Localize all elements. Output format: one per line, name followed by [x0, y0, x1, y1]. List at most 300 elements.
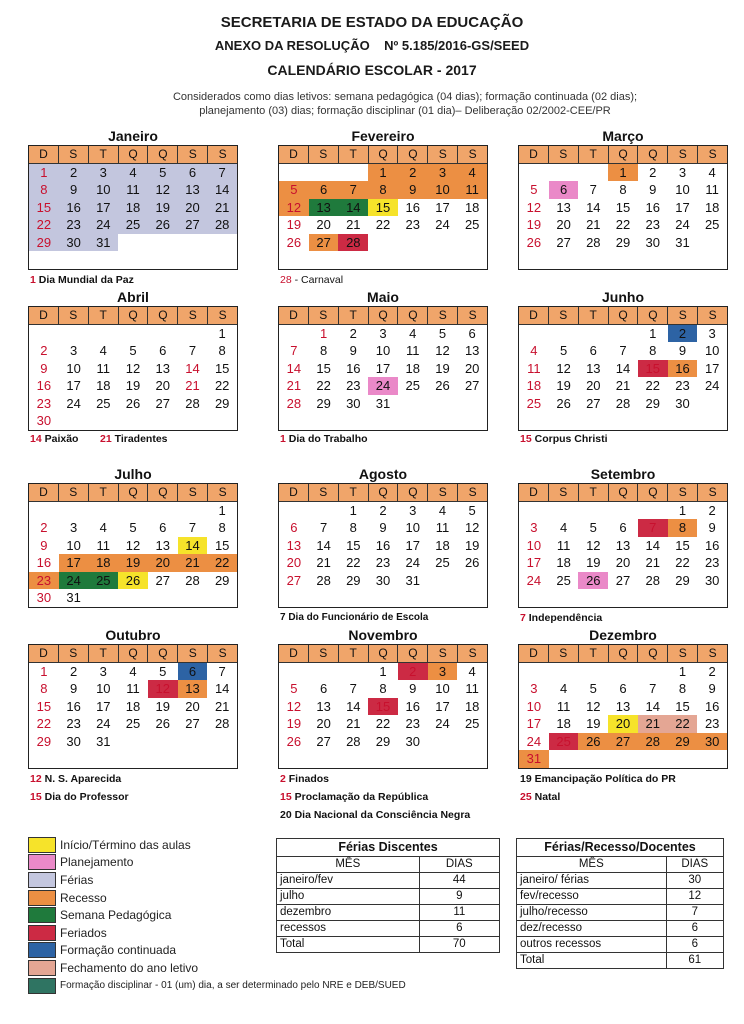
weekday-label: Q — [609, 307, 639, 325]
empty-cell — [398, 251, 428, 269]
note-set-7: 7 Independência — [520, 612, 603, 624]
day-cell: 10 — [526, 698, 542, 714]
day-cell: 28 — [586, 234, 601, 250]
weekday-header — [29, 146, 237, 164]
week-row — [29, 181, 237, 199]
note-jun-15: 15 Corpus Christi — [520, 433, 608, 445]
day-cell: 21 — [316, 555, 331, 570]
empty-cell — [608, 750, 638, 768]
day-cell: 13 — [615, 537, 631, 553]
empty-cell — [178, 251, 208, 269]
day-cell: 7 — [319, 520, 328, 535]
day-cell: 20 — [586, 378, 601, 393]
note-nov-15: 15 Proclamação da República — [280, 791, 429, 803]
day-cell: 18 — [464, 698, 480, 714]
day-cell: 12 — [279, 199, 309, 217]
week-row — [519, 589, 727, 607]
day-cell: 14 — [316, 537, 331, 553]
row-value: 6 — [666, 937, 723, 953]
empty-cell — [578, 750, 608, 768]
weekday-header — [279, 645, 487, 663]
row-value: 11 — [419, 905, 499, 921]
empty-cell — [608, 325, 638, 343]
day-cell: 18 — [526, 378, 542, 393]
week-row — [29, 519, 237, 537]
weekday-label: S — [428, 484, 458, 502]
empty-cell — [59, 251, 89, 269]
day-cell: 7 — [338, 181, 368, 199]
day-cell: 14 — [586, 199, 601, 215]
day-cell: 8 — [379, 681, 387, 696]
day-cell: 20 — [148, 554, 178, 572]
weekday-label: T — [339, 484, 369, 502]
day-cell: 12 — [125, 360, 141, 376]
month-julho — [28, 466, 238, 608]
day-cell: 18 — [704, 199, 720, 215]
day-cell: 12 — [435, 343, 450, 358]
empty-cell — [368, 251, 398, 269]
day-cell: 2 — [59, 164, 89, 182]
month-grid — [28, 644, 238, 769]
day-cell: 6 — [290, 520, 298, 535]
day-cell: 26 — [464, 555, 480, 570]
weekday-label: T — [339, 307, 369, 325]
row-value: 44 — [419, 873, 499, 889]
day-cell: 10 — [405, 520, 420, 535]
day-cell: 6 — [178, 663, 208, 681]
empty-cell — [279, 251, 309, 269]
day-cell: 18 — [88, 554, 118, 572]
day-cell: 3 — [428, 663, 458, 681]
week-row — [279, 199, 487, 217]
empty-cell — [578, 251, 608, 269]
day-cell: 27 — [608, 733, 638, 751]
legend-item-disciplinar — [28, 977, 406, 995]
day-cell: 2 — [668, 325, 698, 343]
weekday-label: Q — [119, 645, 149, 663]
legend-label: Planejamento — [60, 855, 134, 870]
month-janeiro — [28, 128, 238, 270]
empty-cell — [697, 412, 727, 430]
day-cell: 16 — [375, 537, 391, 553]
weekday-header — [519, 146, 727, 164]
month-title: Abril — [117, 289, 149, 305]
day-cell: 27 — [615, 572, 631, 588]
table-title: Férias/Recesso/Docentes — [517, 839, 724, 857]
day-cell: 25 — [405, 378, 420, 393]
empty-cell — [207, 412, 237, 430]
weekday-label: S — [208, 146, 237, 164]
legend-swatch — [28, 872, 56, 888]
empty-cell — [638, 251, 668, 269]
day-cell: 4 — [99, 343, 107, 358]
day-cell: 21 — [214, 698, 230, 714]
legend-item-ferias — [28, 871, 273, 889]
day-cell: 28 — [638, 733, 668, 751]
empty-cell — [578, 589, 608, 607]
day-cell: 31 — [66, 590, 81, 605]
empty-cell — [457, 589, 487, 607]
day-cell: 15 — [29, 199, 59, 217]
empty-cell — [88, 412, 118, 430]
ferias-discentes-table — [276, 838, 500, 953]
day-cell: 14 — [645, 537, 660, 553]
day-cell: 17 — [66, 378, 81, 393]
empty-cell — [309, 502, 339, 520]
empty-cell — [638, 412, 668, 430]
day-cell: 30 — [36, 413, 52, 428]
day-cell: 13 — [178, 181, 208, 199]
weekday-label: S — [668, 645, 698, 663]
day-cell: 17 — [526, 716, 542, 731]
legend-label: Fechamento do ano letivo — [60, 960, 199, 975]
day-cell: 9 — [708, 681, 716, 696]
empty-cell — [338, 750, 368, 768]
day-cell: 27 — [155, 572, 170, 588]
day-cell: 14 — [645, 698, 660, 714]
weekday-label: Q — [369, 146, 399, 164]
day-cell: 9 — [678, 343, 687, 358]
day-cell: 1 — [218, 502, 226, 518]
weekday-label: Q — [398, 645, 428, 663]
day-cell: 23 — [59, 216, 89, 234]
month-novembro — [278, 627, 488, 769]
weekday-label: S — [698, 146, 727, 164]
day-cell: 15 — [615, 199, 631, 215]
day-cell: 29 — [214, 395, 230, 411]
week-row — [519, 181, 727, 199]
legend-label: Formação disciplinar - 01 (um) dia, a ser determinado pelo NRE e DEB/SUED — [60, 980, 406, 992]
day-cell: 29 — [645, 395, 660, 411]
day-cell: 16 — [405, 199, 420, 215]
day-cell: 13 — [586, 360, 601, 376]
day-cell: 2 — [40, 343, 48, 358]
day-cell: 26 — [578, 733, 608, 751]
legend-item-inicio — [28, 836, 273, 854]
day-cell: 31 — [519, 750, 549, 768]
legend-swatch — [28, 942, 56, 958]
day-cell: 21 — [185, 378, 200, 393]
empty-cell — [668, 412, 698, 430]
empty-cell — [309, 750, 339, 768]
day-cell: 11 — [96, 537, 111, 553]
day-cell: 17 — [675, 199, 690, 215]
day-cell: 3 — [530, 681, 538, 696]
table-row — [517, 905, 724, 921]
day-cell: 3 — [69, 343, 78, 358]
week-row — [519, 325, 727, 343]
day-cell: 27 — [464, 378, 480, 393]
weekday-label: S — [458, 307, 487, 325]
day-cell: 17 — [96, 698, 111, 714]
day-cell: 8 — [319, 343, 328, 358]
day-cell: 18 — [118, 199, 148, 217]
empty-cell — [309, 589, 339, 607]
day-cell: 20 — [316, 217, 331, 232]
day-cell: 22 — [214, 378, 230, 393]
day-cell: 22 — [29, 216, 59, 234]
empty-cell — [59, 412, 89, 430]
month-title: Fevereiro — [351, 128, 415, 144]
day-cell: 13 — [155, 537, 170, 553]
day-cell: 4 — [409, 325, 417, 341]
day-cell: 26 — [526, 234, 542, 250]
day-cell: 8 — [668, 519, 698, 537]
empty-cell — [368, 234, 398, 252]
day-cell: 6 — [619, 520, 627, 535]
week-row — [29, 395, 237, 413]
empty-cell — [519, 663, 549, 681]
empty-cell — [88, 589, 118, 607]
empty-cell — [428, 572, 458, 590]
day-cell: 20 — [556, 217, 571, 232]
empty-cell — [608, 251, 638, 269]
empty-cell — [338, 663, 368, 681]
day-cell: 27 — [316, 733, 331, 749]
day-cell: 16 — [36, 378, 52, 393]
day-cell: 1 — [368, 164, 398, 182]
empty-cell — [638, 663, 668, 681]
day-cell: 6 — [619, 681, 627, 696]
day-cell: 14 — [178, 537, 208, 555]
table-row — [277, 889, 500, 905]
empty-cell — [428, 750, 458, 768]
week-row — [279, 181, 487, 199]
week-row — [279, 572, 487, 590]
day-cell: 21 — [346, 716, 361, 731]
day-cell: 15 — [346, 537, 361, 553]
day-cell: 2 — [379, 502, 387, 518]
day-cell: 8 — [218, 343, 226, 358]
weekday-label: S — [208, 645, 237, 663]
empty-cell — [457, 395, 487, 413]
day-cell: 30 — [36, 590, 52, 605]
empty-cell — [608, 502, 638, 520]
day-cell: 21 — [178, 554, 208, 572]
day-cell: 31 — [675, 234, 690, 250]
row-value: 12 — [666, 889, 723, 905]
day-cell: 28 — [207, 216, 237, 234]
weekday-label: D — [29, 146, 59, 164]
day-cell: 4 — [438, 502, 447, 518]
note-fev-28: 28 - Carnaval — [280, 274, 344, 286]
day-cell: 25 — [435, 555, 450, 570]
week-row — [29, 251, 237, 269]
day-cell: 4 — [530, 343, 538, 358]
month-grid — [28, 145, 238, 270]
day-cell: 18 — [96, 378, 111, 393]
weekday-label: S — [208, 484, 237, 502]
empty-cell — [457, 733, 487, 751]
day-cell: 19 — [125, 378, 141, 393]
day-cell: 25 — [88, 572, 118, 590]
day-cell: 15 — [214, 360, 230, 376]
weekday-header — [519, 484, 727, 502]
row-value: 7 — [666, 905, 723, 921]
day-cell: 24 — [59, 572, 89, 590]
weekday-label: Q — [148, 146, 178, 164]
day-cell: 22 — [615, 217, 631, 232]
month-outubro — [28, 627, 238, 769]
day-cell: 7 — [188, 343, 197, 358]
note-abr-14: 14 Paixão — [30, 433, 79, 445]
day-cell: 12 — [586, 537, 601, 553]
empty-cell — [549, 502, 579, 520]
row-label: julho — [277, 889, 420, 905]
empty-cell — [457, 412, 487, 430]
day-cell: 16 — [405, 698, 420, 714]
week-row — [519, 733, 727, 751]
month-title: Novembro — [348, 627, 418, 643]
row-label: dezembro — [277, 905, 420, 921]
day-cell: 19 — [155, 698, 170, 714]
weekday-label: T — [89, 307, 119, 325]
day-cell: 23 — [405, 217, 420, 232]
day-cell: 13 — [556, 199, 571, 215]
empty-cell — [457, 251, 487, 269]
legend-item-feriados — [28, 924, 273, 942]
day-cell: 24 — [526, 572, 542, 588]
day-cell: 15 — [36, 698, 52, 714]
day-cell: 21 — [615, 378, 631, 393]
day-cell: 3 — [379, 325, 387, 341]
empty-cell — [309, 251, 339, 269]
day-cell: 1 — [319, 325, 328, 341]
month-dezembro — [518, 627, 728, 769]
day-cell: 16 — [704, 698, 720, 714]
day-cell: 22 — [316, 378, 331, 393]
month-grid — [518, 644, 728, 769]
day-cell: 22 — [668, 715, 698, 733]
day-cell: 4 — [118, 164, 148, 182]
empty-cell — [398, 750, 428, 768]
week-row — [29, 342, 237, 360]
empty-cell — [178, 502, 208, 520]
table-col-dias: DIAS — [666, 857, 723, 873]
day-cell: 8 — [29, 181, 59, 199]
day-cell: 18 — [405, 360, 420, 376]
day-cell: 20 — [286, 555, 302, 570]
day-cell: 9 — [409, 681, 417, 696]
day-cell: 15 — [368, 199, 398, 217]
table-col-mes: MÊS — [277, 857, 420, 873]
day-cell: 1 — [29, 164, 59, 182]
day-cell: 9 — [708, 520, 716, 535]
table-row — [517, 921, 724, 937]
day-cell: 12 — [556, 360, 571, 376]
day-cell: 6 — [309, 181, 339, 199]
weekday-label: D — [29, 307, 59, 325]
month-grid — [278, 644, 488, 769]
weekday-label: Q — [369, 307, 399, 325]
day-cell: 26 — [556, 395, 571, 411]
day-cell: 9 — [40, 360, 48, 376]
week-row — [279, 395, 487, 413]
day-cell: 20 — [316, 716, 331, 731]
weekday-label: S — [549, 307, 579, 325]
week-row — [29, 164, 237, 182]
week-row — [29, 680, 237, 698]
empty-cell — [549, 164, 579, 182]
weekday-label: S — [668, 146, 698, 164]
weekday-label: S — [698, 484, 727, 502]
day-cell: 8 — [40, 681, 48, 696]
empty-cell — [118, 589, 148, 607]
table-row — [277, 905, 500, 921]
day-cell: 30 — [346, 395, 361, 411]
day-cell: 28 — [645, 572, 660, 588]
week-row — [29, 750, 237, 768]
empty-cell — [457, 750, 487, 768]
empty-cell — [638, 750, 668, 768]
week-row — [519, 412, 727, 430]
weekday-label: T — [89, 146, 119, 164]
empty-cell — [178, 234, 208, 252]
month-grid — [278, 483, 488, 608]
day-cell: 25 — [96, 395, 111, 411]
weekday-label: S — [668, 307, 698, 325]
week-row — [29, 325, 237, 343]
day-cell: 7 — [619, 343, 627, 358]
weekday-label: S — [549, 146, 579, 164]
legend-label: Férias — [60, 872, 94, 887]
empty-cell — [309, 663, 339, 681]
weekday-header — [519, 307, 727, 325]
empty-cell — [428, 395, 458, 413]
empty-cell — [29, 502, 59, 520]
day-cell: 4 — [457, 164, 487, 182]
header-resolution: ANEXO DA RESOLUÇÃO Nº 5.185/2016-GS/SEED — [214, 38, 530, 53]
legend-swatch — [28, 925, 56, 941]
weekday-header — [519, 645, 727, 663]
day-cell: 24 — [405, 555, 420, 570]
day-cell: 12 — [586, 698, 601, 714]
weekday-label: S — [309, 146, 339, 164]
day-cell: 13 — [309, 199, 339, 217]
day-cell: 29 — [346, 572, 361, 588]
day-cell: 15 — [638, 360, 668, 378]
day-cell: 11 — [527, 360, 541, 376]
day-cell: 22 — [36, 716, 52, 731]
day-cell: 6 — [159, 520, 167, 535]
table-col-dias: DIAS — [419, 857, 499, 873]
week-row — [279, 663, 487, 681]
legend-swatch — [28, 907, 56, 923]
empty-cell — [118, 750, 148, 768]
day-cell: 2 — [69, 663, 78, 679]
empty-cell — [279, 750, 309, 768]
day-cell: 29 — [29, 234, 59, 252]
day-cell: 5 — [129, 343, 137, 358]
empty-cell — [338, 589, 368, 607]
empty-cell — [178, 750, 208, 768]
day-cell: 5 — [559, 343, 568, 358]
weekday-label: Q — [148, 645, 178, 663]
day-cell: 11 — [556, 537, 571, 553]
day-cell: 11 — [405, 343, 420, 358]
empty-cell — [549, 251, 579, 269]
empty-cell — [118, 234, 148, 252]
empty-cell — [178, 589, 208, 607]
day-cell: 23 — [36, 395, 52, 411]
day-cell: 26 — [578, 572, 608, 590]
note-jan-1: 1 Dia Mundial da Paz — [30, 274, 134, 286]
empty-cell — [368, 589, 398, 607]
empty-cell — [148, 750, 178, 768]
week-row — [519, 360, 727, 378]
row-label: janeiro/ férias — [517, 873, 667, 889]
day-cell: 23 — [645, 217, 660, 232]
